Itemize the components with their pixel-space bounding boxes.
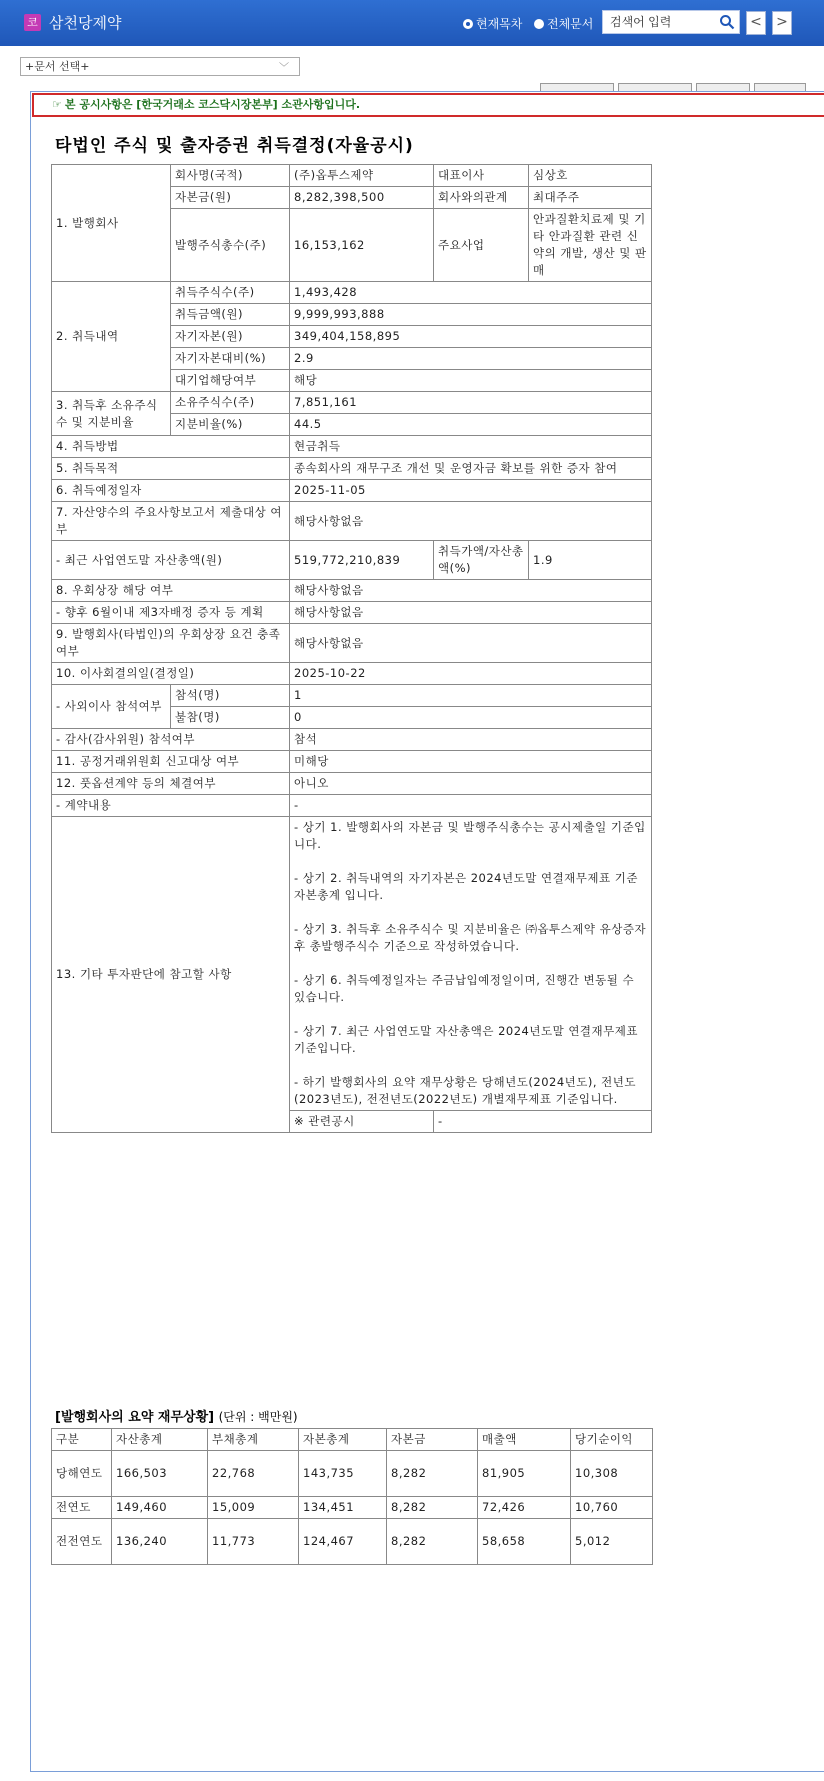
table-cell: 8,282 [387, 1519, 478, 1565]
table-cell: 10,760 [571, 1497, 653, 1519]
s8-label: 8. 우회상장 해당 여부 [52, 580, 290, 602]
header-cell: 자본총계 [299, 1429, 387, 1451]
chevron-down-icon: ﹀ [279, 63, 289, 74]
auditor-label: - 감사(감사위원) 참석여부 [52, 729, 290, 751]
financial-summary-unit: (단위 : 백만원) [218, 1410, 298, 1424]
s12-label: 12. 풋옵션계약 등의 체결여부 [52, 773, 290, 795]
s5-label: 5. 취득목적 [52, 458, 290, 480]
radio-unselected-icon[interactable] [534, 19, 544, 29]
capital-value: 8,282,398,500 [290, 187, 434, 209]
table-row [52, 1519, 653, 1565]
financial-summary-heading: [발행회사의 요약 재무상황] [55, 1410, 215, 1425]
header-cell: 자산총계 [112, 1429, 208, 1451]
table-cell: 166,503 [112, 1451, 208, 1497]
qty-value: 1,493,428 [290, 282, 652, 304]
document-title: 타법인 주식 및 출자증권 취득결정(자율공시) [55, 136, 414, 156]
prev-button[interactable]: < [746, 11, 766, 35]
s2-label: 2. 취득내역 [52, 282, 171, 392]
financial-summary-title [55, 1406, 298, 1425]
company-label: 회사명(국적) [171, 165, 290, 187]
outside-director-label: - 사외이사 참석여부 [52, 685, 171, 729]
s9-label: 9. 발행회사(타법인)의 우회상장 요건 충족여부 [52, 624, 290, 663]
radio-all-docs[interactable] [534, 15, 593, 32]
s4-label: 4. 취득방법 [52, 436, 290, 458]
search-input[interactable] [602, 10, 740, 34]
contract-value: - [290, 795, 652, 817]
radio-current-toc[interactable] [463, 15, 522, 32]
table-cell: 5,012 [571, 1519, 653, 1565]
amount-value: 9,999,993,888 [290, 304, 652, 326]
s1-label: 1. 발행회사 [52, 165, 171, 282]
table-header-row [52, 1429, 653, 1451]
ceo-value: 심상호 [529, 165, 652, 187]
table-row [52, 1497, 653, 1519]
header-cell: 매출액 [478, 1429, 571, 1451]
auditor-value: 참석 [290, 729, 652, 751]
s11-label: 11. 공정거래위원회 신고대상 여부 [52, 751, 290, 773]
relation-value: 최대주주 [529, 187, 652, 209]
assets-label: - 최근 사업연도말 자산총액(원) [52, 541, 290, 580]
table-cell: 136,240 [112, 1519, 208, 1565]
large-corp-value: 해당 [290, 370, 652, 392]
s6-value: 2025-11-05 [290, 480, 652, 502]
radio-selected-icon[interactable] [463, 19, 473, 29]
company-value: (주)옵투스제약 [290, 165, 434, 187]
s11-value: 미해당 [290, 751, 652, 773]
stake-label: 지분비율(%) [171, 414, 290, 436]
table-cell: 72,426 [478, 1497, 571, 1519]
notice-banner [32, 93, 824, 117]
shares-value: 16,153,162 [290, 209, 434, 282]
business-label: 주요사업 [434, 209, 529, 282]
app-logo-icon: 코 [24, 14, 41, 31]
top-bar [0, 0, 824, 46]
equity-ratio-label: 자기자본대비(%) [171, 348, 290, 370]
table-cell: 11,773 [208, 1519, 299, 1565]
capital-label: 자본금(원) [171, 187, 290, 209]
table-cell: 81,905 [478, 1451, 571, 1497]
financial-summary-table [51, 1428, 653, 1565]
s13-label: 13. 기타 투자판단에 참고할 사항 [52, 817, 290, 1133]
document-select[interactable] [20, 57, 300, 76]
header-cell: 구분 [52, 1429, 112, 1451]
s8-value: 해당사항없음 [290, 580, 652, 602]
pointing-hand-icon: ☞ [52, 98, 62, 111]
asset-ratio-label: 취득가액/자산총액(%) [434, 541, 529, 580]
assets-value: 519,772,210,839 [290, 541, 434, 580]
s10-label: 10. 이사회결의일(결정일) [52, 663, 290, 685]
document-select-value: +문서 선택+ [25, 60, 90, 73]
header-cell: 자본금 [387, 1429, 478, 1451]
owned-label: 소유주식수(주) [171, 392, 290, 414]
shares-label: 발행주식총수(주) [171, 209, 290, 282]
table-cell: 전연도 [52, 1497, 112, 1519]
s3-label: 3. 취득후 소유주식수 및 지분비율 [52, 392, 171, 436]
disclosure-table [51, 164, 652, 1133]
s13-notes: - 상기 1. 발행회사의 자본금 및 발행주식총수는 공시제출일 기준입니다. - 상기 2. 취득내역의 자기자본은 2024년도말 연결재무제표 기준 자본총계 입니다. - 상기 3. 취득후 소유주식수 및 지분비율은 ㈜옵투스제약 유상증자 후 총발행주식수 기준으로 작성하였습니다. - 상기 6. 취득예정일자는 주금납입예정일이며, 진행간 변동될 수 있습니다. - 상기 7. 최근 사업연도말 자산총액은 2024년도말 연결재무제표 기준입니다. - 하기 발행회사의 요약 재무상황은 당해년도(2024년도), 전년도(2023년도), 전전년도(2022년도) 개별재무제표 기준입니다. [290, 817, 652, 1111]
notice-text: 본 공시사항은 [한국거래소 코스닥시장본부] 소관사항입니다. [64, 98, 361, 111]
table-cell: 8,282 [387, 1451, 478, 1497]
equity-value: 349,404,158,895 [290, 326, 652, 348]
ceo-label: 대표이사 [434, 165, 529, 187]
business-value: 안과질환치료제 및 기타 안과질환 관련 신약의 개발, 생산 및 판매 [529, 209, 652, 282]
table-cell: 15,009 [208, 1497, 299, 1519]
table-cell: 당해연도 [52, 1451, 112, 1497]
search-input-text: 검색어 입력 [610, 15, 672, 29]
contract-label: - 계약내용 [52, 795, 290, 817]
related-disclosure-value: - [434, 1111, 652, 1133]
s5-value: 종속회사의 재무구조 개선 및 운영자금 확보를 위한 증자 참여 [290, 458, 652, 480]
absent-value: 0 [290, 707, 652, 729]
header-cell: 당기순이익 [571, 1429, 653, 1451]
table-cell: 58,658 [478, 1519, 571, 1565]
table-cell: 149,460 [112, 1497, 208, 1519]
large-corp-label: 대기업해당여부 [171, 370, 290, 392]
table-cell: 22,768 [208, 1451, 299, 1497]
s4-value: 현금취득 [290, 436, 652, 458]
present-label: 참석(명) [171, 685, 290, 707]
owned-value: 7,851,161 [290, 392, 652, 414]
table-cell: 134,451 [299, 1497, 387, 1519]
asset-ratio-value: 1.9 [529, 541, 652, 580]
s10-value: 2025-10-22 [290, 663, 652, 685]
table-cell: 전전연도 [52, 1519, 112, 1565]
radio-current-label: 현재목차 [476, 17, 523, 31]
amount-label: 취득금액(원) [171, 304, 290, 326]
equity-ratio-value: 2.9 [290, 348, 652, 370]
table-row [52, 1451, 653, 1497]
equity-label: 자기자본(원) [171, 326, 290, 348]
header-cell: 부채총계 [208, 1429, 299, 1451]
table-cell: 10,308 [571, 1451, 653, 1497]
app-title[interactable]: 삼천당제약 [49, 15, 122, 32]
table-cell: 124,467 [299, 1519, 387, 1565]
allotment-plan-value: 해당사항없음 [290, 602, 652, 624]
search-icon[interactable] [719, 14, 735, 30]
s9-value: 해당사항없음 [290, 624, 652, 663]
s7-value: 해당사항없음 [290, 502, 652, 541]
qty-label: 취득주식수(주) [171, 282, 290, 304]
table-cell: 8,282 [387, 1497, 478, 1519]
table-cell: 143,735 [299, 1451, 387, 1497]
s7-label: 7. 자산양수의 주요사항보고서 제출대상 여부 [52, 502, 290, 541]
present-value: 1 [290, 685, 652, 707]
absent-label: 불참(명) [171, 707, 290, 729]
next-button[interactable]: > [772, 11, 792, 35]
s12-value: 아니오 [290, 773, 652, 795]
allotment-plan-label: - 향후 6월이내 제3자배정 증자 등 계획 [52, 602, 290, 624]
stake-value: 44.5 [290, 414, 652, 436]
related-disclosure-label: ※ 관련공시 [290, 1111, 434, 1133]
s6-label: 6. 취득예정일자 [52, 480, 290, 502]
radio-all-label: 전체문서 [547, 17, 594, 31]
relation-label: 회사와의관계 [434, 187, 529, 209]
